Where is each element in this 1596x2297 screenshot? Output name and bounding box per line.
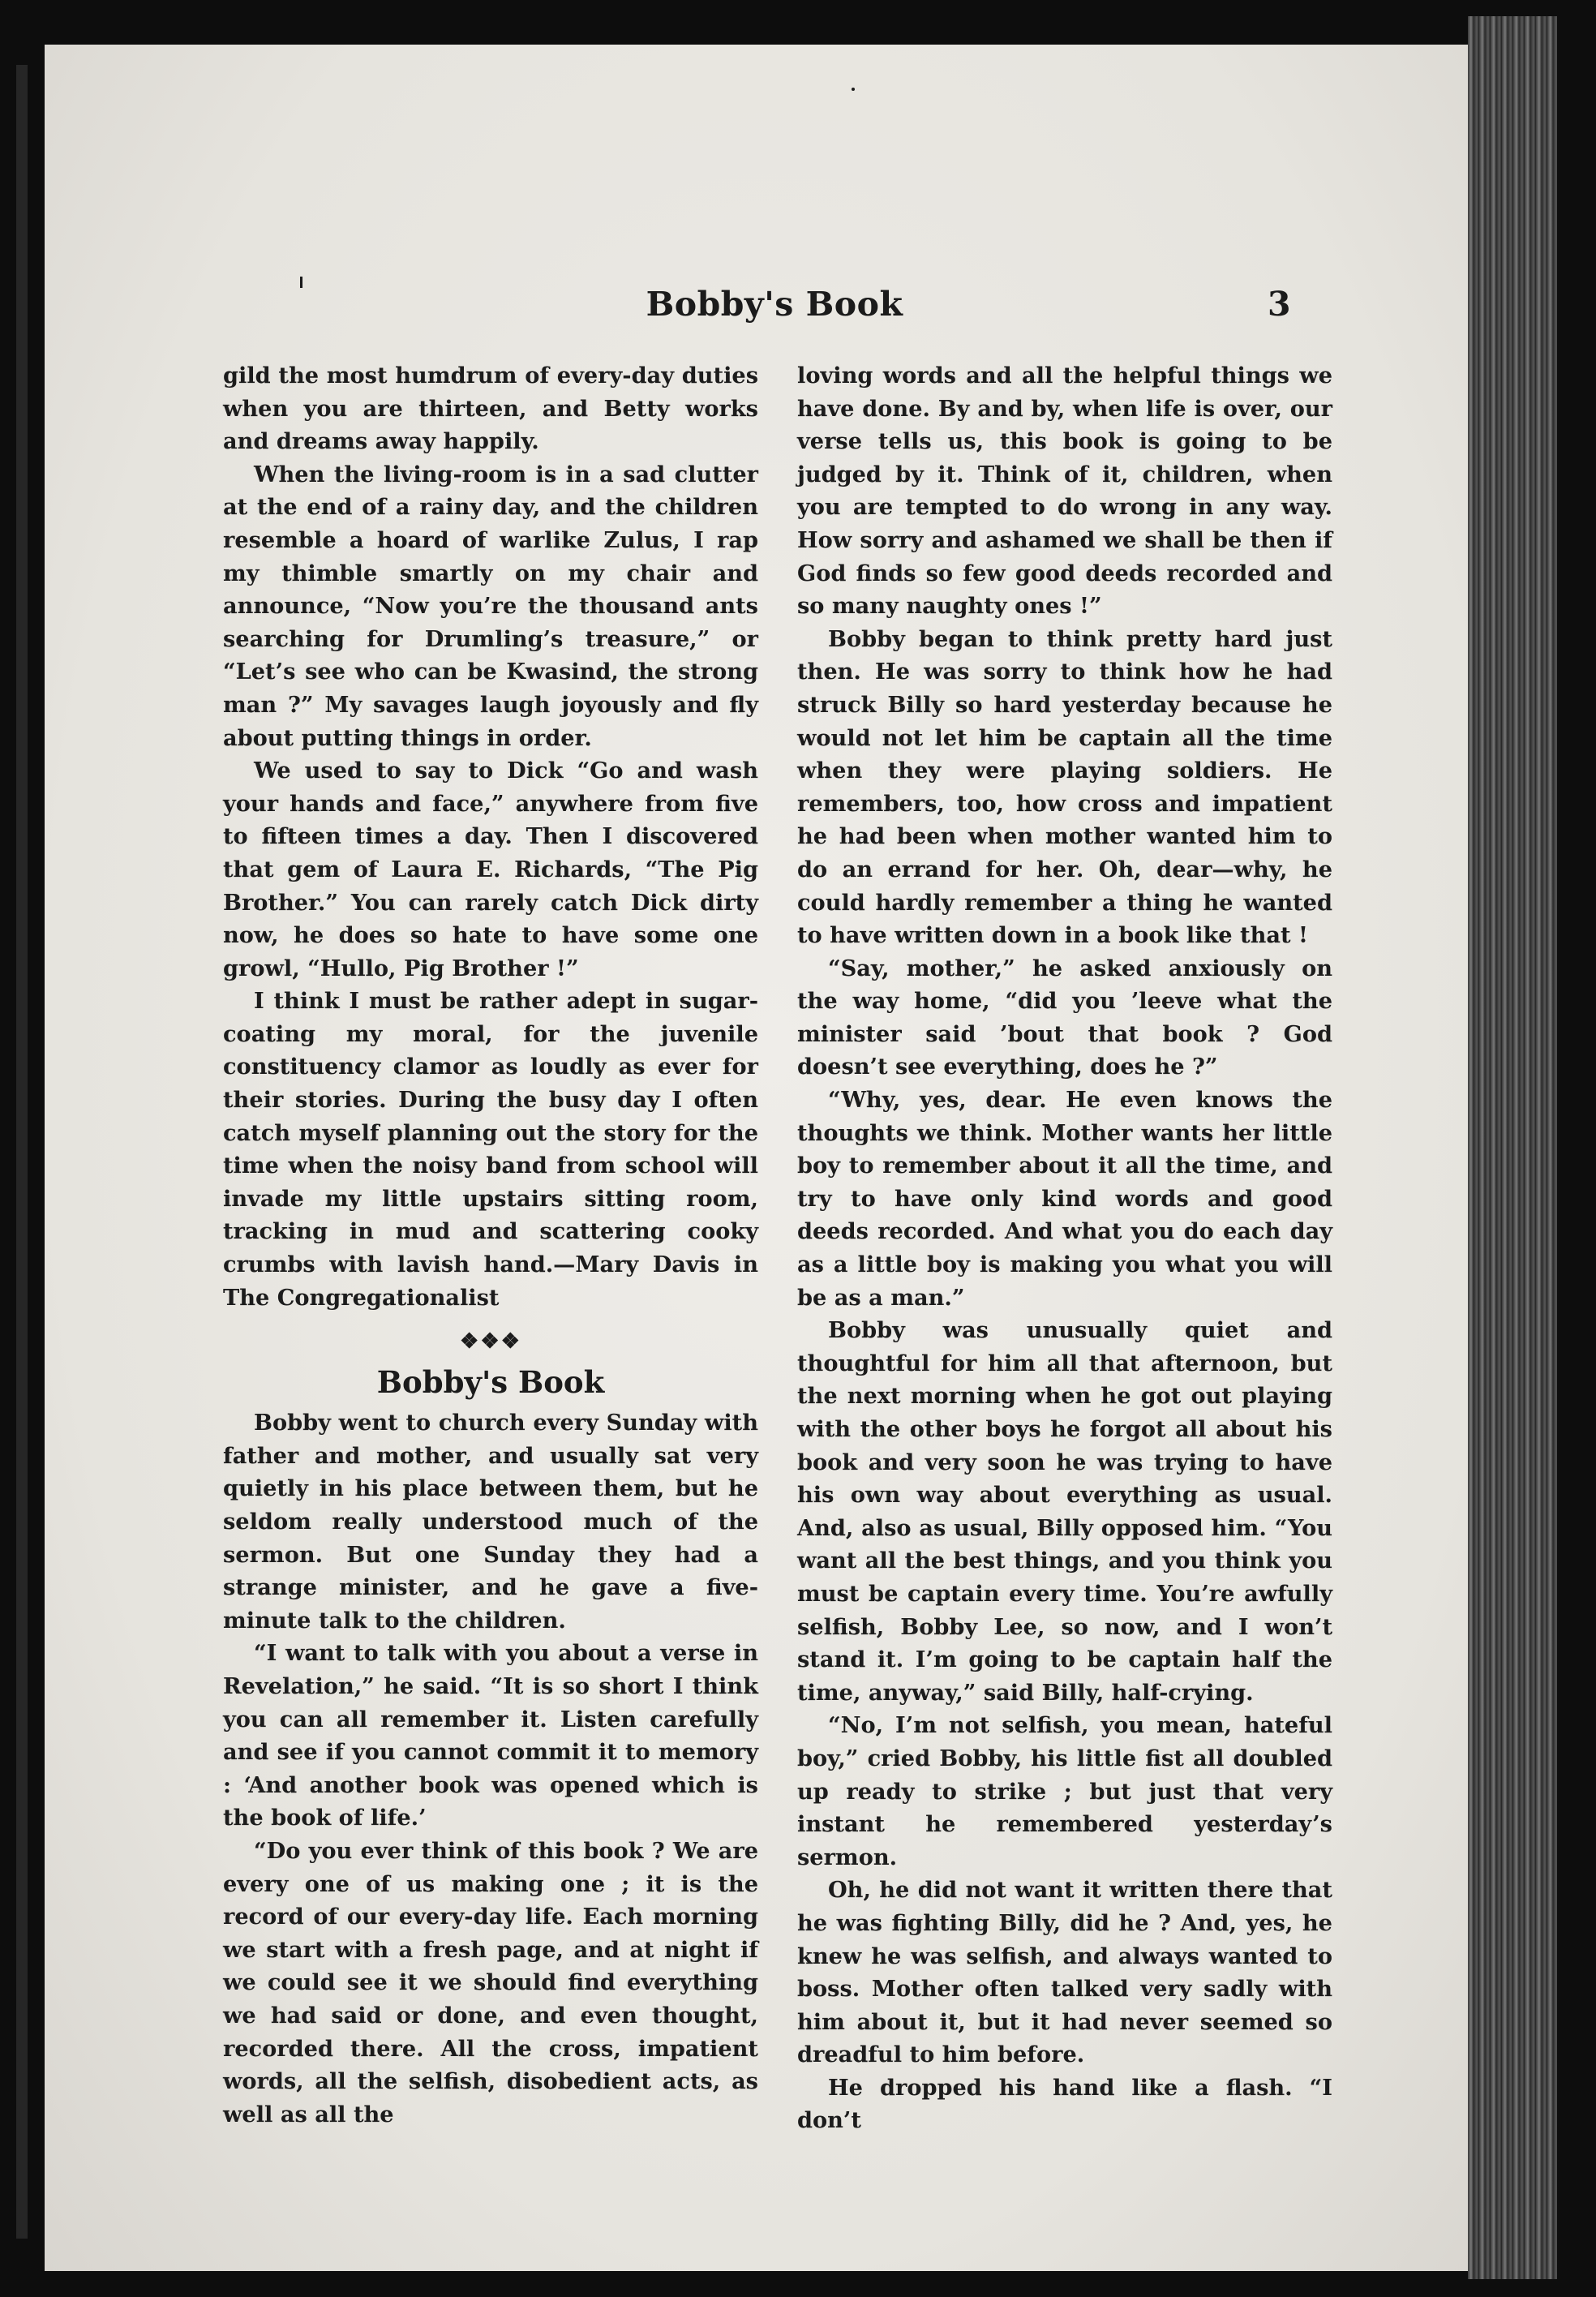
page-number: 3 xyxy=(1268,285,1291,324)
ink-speck xyxy=(300,277,302,288)
paragraph: gild the most humdrum of every-day duties when you are thirteen, and Betty works and dreams away happily. xyxy=(223,363,758,455)
paragraph: “I want to talk with you about a verse in Revelation,” he said. “It is so short I think you can all remember it. Listen carefully and see if you cannot commit it to memory : ‘And another book was opened which is the book of life.’ xyxy=(223,1640,758,1831)
paragraph: When the living-room is in a sad clutter at the end of a rainy day, and the children resemble a hoard of warlike Zulus, I rap my thimble smartly on my chair and announce, “Now you’re the thousand ants searching for Drumling’s treasure,” or “Let’s see who can be Kwasind, the strong man ?” My savages laugh joyously and fly about putting things in order. xyxy=(223,461,758,751)
paragraph: “No, I’m not selfish, you mean, hateful boy,” cried Bobby, his little fist all doubled up ready to strike ; but just that very instant he remembered yesterday’s sermon. xyxy=(797,1712,1332,1870)
paragraph: We used to say to Dick “Go and wash your hands and face,” anywhere from five to fifteen times a day. Then I discovered that gem of Laura E. Richards, “The Pig Brother.” You can rarely catch Dick dirty now, he does so hate to have some one growl, “Hullo, Pig Brother !” xyxy=(223,758,758,981)
book-edge-left xyxy=(16,65,28,2239)
article-title: Bobby's Book xyxy=(376,1364,605,1401)
paragraph: loving words and all the helpful things we have done. By and by, when life is over, our verse tells us, this book is going to be judged by it. Think of it, children, when you are tempted to do wrong in any way. How sorry and ashamed we shall be then if God finds so few good deeds recorded and so many naughty ones !” xyxy=(797,363,1332,620)
left-column xyxy=(223,359,758,2131)
right-column xyxy=(797,359,1332,2137)
ink-speck xyxy=(852,88,855,91)
paragraph: Bobby was unusually quiet and thoughtful for him all that afternoon, but the next morning when he got out playing with the other boys he forgot all about his book and very soon he was trying to have his own way about everything as usual. And, also as usual, Billy opposed him. “You want all the best things, and you think you must be captain every time. You’re awfully selfish, Bobby Lee, so now, and I won’t stand it. I’m going to be captain half the time, anyway,” said Billy, half-crying. xyxy=(797,1317,1332,1706)
paragraph: I think I must be rather adept in sugar-coating my moral, for the juvenile constituency clamor as loudly as ever for their stories. During the busy day I often catch myself planning out the story for the time when the noisy band from school will invade my little upstairs sitting room, tracking in mud and scattering cooky crumbs with lavish hand.—Mary Davis in The Congregationalist xyxy=(223,988,758,1311)
book-spine xyxy=(1468,16,1557,2279)
running-title: Bobby's Book xyxy=(646,285,903,324)
running-head xyxy=(45,285,1504,333)
paragraph: Bobby began to think pretty hard just then. He was sorry to think how he had struck Billy so hard yesterday because he would not let him be captain all the time when they were playing soldiers. He remembers, too, how cross and impatient he had been when mother wanted him to do an errand for her. Oh, dear—why, he could hardly remember a thing he wanted to have written down in a book like that ! xyxy=(797,625,1332,949)
paragraph: “Do you ever think of this book ? We are every one of us making one ; it is the record of our every-day life. Each morning we start with a fresh page, and at night if we could see it we should find everything we had said or done, and even thought, recorded there. All the cross, impatient words, all the selfish, disobedient acts, as well as all the xyxy=(223,1837,758,2127)
section-ornament: ❖❖❖ xyxy=(460,1329,521,1355)
paragraph: “Say, mother,” he asked anxiously on the way home, “did you ’leeve what the minister said ’bout that book ? God doesn’t see everything, does he ?” xyxy=(797,955,1332,1080)
paragraph: Bobby went to church every Sunday with father and mother, and usually sat very quietly in his place between them, but he seldom really understood much of the sermon. But one Sunday they had a strange minister, and he gave a five-minute talk to the children. xyxy=(223,1410,758,1634)
paragraph: He dropped his hand like a flash. “I don’t xyxy=(797,2074,1332,2134)
paragraph: “Why, yes, dear. He even knows the thoughts we think. Mother wants her little boy to remember about it all the time, and try to have only kind words and good deeds recorded. And what you do each day as a little boy is making you what you will be as a man.” xyxy=(797,1087,1332,1311)
paragraph: Oh, he did not want it written there that he was fighting Billy, did he ? And, yes, he knew he was selfish, and always wanted to boss. Mother often talked very sadly with him about it, but it had never seemed so dreadful to him before. xyxy=(797,1877,1332,2068)
book-page xyxy=(45,45,1504,2271)
